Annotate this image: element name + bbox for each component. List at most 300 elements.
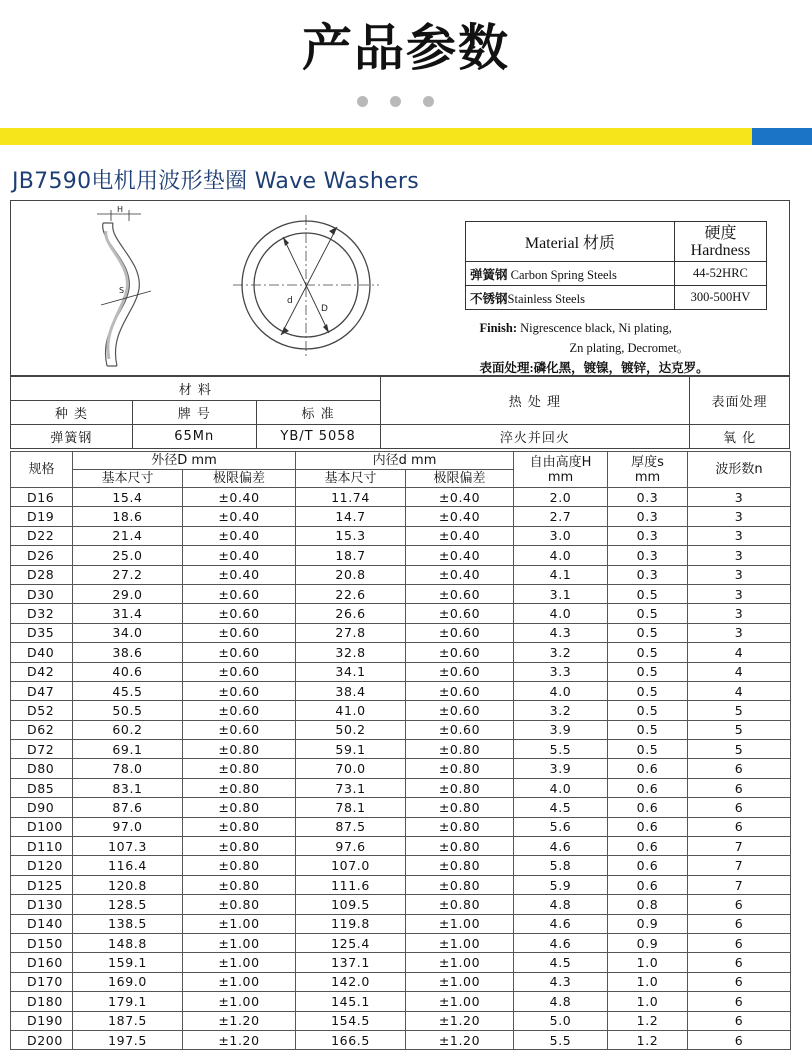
wave-count-cell: 3 <box>688 584 791 603</box>
hardness-header <box>674 222 766 262</box>
outer-tolerance-cell: ±0.60 <box>183 604 296 623</box>
spec-cell: D72 <box>11 740 73 759</box>
type-header: 种 类 <box>11 401 133 425</box>
label-d: d <box>287 296 293 306</box>
dimensions-table <box>10 451 791 1050</box>
spec-cell: D90 <box>11 798 73 817</box>
table-row <box>11 817 791 836</box>
spec-cell: D30 <box>11 584 73 603</box>
inner-tolerance-cell: ±1.20 <box>406 1011 514 1030</box>
material-header: 材 料 <box>11 377 381 401</box>
outer-tolerance-cell: ±0.80 <box>183 740 296 759</box>
free-height-cell: 4.6 <box>514 914 608 933</box>
free-height-cell: 2.7 <box>514 507 608 526</box>
outer-tolerance-cell: ±1.00 <box>183 914 296 933</box>
outer-nominal-cell: 187.5 <box>73 1011 183 1030</box>
inner-nominal-cell: 27.8 <box>296 623 406 642</box>
thickness-header: 厚度s mm <box>608 452 688 488</box>
table-row <box>11 972 791 991</box>
material-properties-table <box>465 221 767 380</box>
wave-count-cell: 6 <box>688 798 791 817</box>
free-height-cell: 5.5 <box>514 740 608 759</box>
outer-nominal-cell: 159.1 <box>73 953 183 972</box>
outer-nominal-cell: 34.0 <box>73 623 183 642</box>
wave-count-cell: 6 <box>688 817 791 836</box>
inner-tolerance-cell: ±0.60 <box>406 720 514 739</box>
spec-cell: D32 <box>11 604 73 623</box>
table-row <box>11 778 791 797</box>
inner-tolerance-cell: ±0.60 <box>406 584 514 603</box>
table-row <box>11 681 791 700</box>
free-height-cell: 5.6 <box>514 817 608 836</box>
inner-tolerance-cell: ±1.00 <box>406 914 514 933</box>
spec-cell: D16 <box>11 488 73 507</box>
table-row <box>11 662 791 681</box>
table-row <box>11 740 791 759</box>
inner-tolerance-cell: ±1.00 <box>406 972 514 991</box>
thickness-cell: 0.6 <box>608 778 688 797</box>
inner-nominal-cell: 107.0 <box>296 856 406 875</box>
free-height-cell: 4.3 <box>514 972 608 991</box>
spec-cell: D42 <box>11 662 73 681</box>
outer-tolerance-cell: ±0.40 <box>183 565 296 584</box>
page-title: 产品参数 <box>302 19 510 77</box>
wave-count-cell: 3 <box>688 526 791 545</box>
inner-nominal-cell: 97.6 <box>296 837 406 856</box>
outer-tolerance-cell: ±0.80 <box>183 837 296 856</box>
table-row <box>11 837 791 856</box>
wave-count-cell: 3 <box>688 546 791 565</box>
carousel-dots <box>357 96 434 107</box>
outer-nominal-cell: 50.5 <box>73 701 183 720</box>
thickness-cell: 1.2 <box>608 1030 688 1049</box>
spec-cell: D190 <box>11 1011 73 1030</box>
table-row <box>11 759 791 778</box>
table-row <box>11 701 791 720</box>
wave-count-cell: 6 <box>688 914 791 933</box>
free-height-cell: 3.1 <box>514 584 608 603</box>
outer-nominal-cell: 169.0 <box>73 972 183 991</box>
outer-nominal-cell: 21.4 <box>73 526 183 545</box>
inner-tolerance-cell: ±0.80 <box>406 759 514 778</box>
wave-count-cell: 3 <box>688 488 791 507</box>
inner-tolerance-cell: ±1.00 <box>406 953 514 972</box>
section-title: JB7590电机用波形垫圈 Wave Washers <box>12 169 420 194</box>
inner-tolerance-cell: ±0.60 <box>406 623 514 642</box>
outer-nominal-cell: 29.0 <box>73 584 183 603</box>
thickness-cell: 0.6 <box>608 798 688 817</box>
outer-tolerance-cell: ±0.80 <box>183 759 296 778</box>
wave-count-cell: 3 <box>688 604 791 623</box>
free-height-cell: 3.0 <box>514 526 608 545</box>
free-height-cell: 3.3 <box>514 662 608 681</box>
inner-nominal-cell: 111.6 <box>296 875 406 894</box>
inner-tolerance-cell: ±0.40 <box>406 526 514 545</box>
free-height-header: 自由高度H mm <box>514 452 608 488</box>
inner-nominal-cell: 87.5 <box>296 817 406 836</box>
inner-nominal-cell: 22.6 <box>296 584 406 603</box>
table-row <box>11 933 791 952</box>
thickness-cell: 0.9 <box>608 933 688 952</box>
spec-cell: D125 <box>11 875 73 894</box>
table-row <box>11 488 791 507</box>
outer-nominal-cell: 83.1 <box>73 778 183 797</box>
outer-nominal-cell: 116.4 <box>73 856 183 875</box>
free-height-cell: 4.3 <box>514 623 608 642</box>
outer-nominal-cell: 18.6 <box>73 507 183 526</box>
inner-nominal-cell: 109.5 <box>296 895 406 914</box>
thickness-cell: 0.5 <box>608 740 688 759</box>
free-height-cell: 4.1 <box>514 565 608 584</box>
material-standard: YB/T 5058 <box>256 425 380 449</box>
spec-cell: D180 <box>11 992 73 1011</box>
inner-tolerance-cell: ±0.60 <box>406 701 514 720</box>
free-height-cell: 4.8 <box>514 895 608 914</box>
outer-tolerance-cell: ±1.00 <box>183 972 296 991</box>
inner-tolerance-cell: ±1.00 <box>406 933 514 952</box>
inner-tolerance-cell: ±0.60 <box>406 604 514 623</box>
wave-count-cell: 6 <box>688 759 791 778</box>
inner-nominal-cell: 11.74 <box>296 488 406 507</box>
inner-diameter-header: 内径d mm <box>296 452 514 470</box>
material-type: 弹簧钢 <box>11 425 133 449</box>
thickness-cell: 0.9 <box>608 914 688 933</box>
thickness-cell: 0.5 <box>608 643 688 662</box>
outer-nominal-cell: 78.0 <box>73 759 183 778</box>
inner-tolerance-cell: ±0.80 <box>406 778 514 797</box>
outer-tolerance-cell: ±0.80 <box>183 798 296 817</box>
thickness-cell: 0.6 <box>608 817 688 836</box>
table-row <box>11 914 791 933</box>
inner-tolerance-cell: ±0.80 <box>406 856 514 875</box>
outer-tolerance-cell: ±0.80 <box>183 856 296 875</box>
thickness-cell: 0.5 <box>608 701 688 720</box>
inner-nominal-cell: 73.1 <box>296 778 406 797</box>
outer-tolerance-cell: ±0.60 <box>183 701 296 720</box>
outer-nominal-cell: 120.8 <box>73 875 183 894</box>
spec-cell: D19 <box>11 507 73 526</box>
free-height-cell: 4.6 <box>514 933 608 952</box>
spec-cell: D85 <box>11 778 73 797</box>
wave-count-cell: 3 <box>688 623 791 642</box>
thickness-cell: 0.5 <box>608 584 688 603</box>
outer-nominal-cell: 40.6 <box>73 662 183 681</box>
material-stainless-steel: 不锈钢Stainless Steels <box>466 286 675 310</box>
free-height-cell: 4.5 <box>514 953 608 972</box>
outer-tolerance-cell: ±0.80 <box>183 875 296 894</box>
free-height-cell: 5.8 <box>514 856 608 875</box>
inner-nominal-cell: 15.3 <box>296 526 406 545</box>
table-row <box>11 546 791 565</box>
grade-header: 牌 号 <box>132 401 256 425</box>
table-row <box>11 895 791 914</box>
inner-nominal-cell: 26.6 <box>296 604 406 623</box>
free-height-cell: 3.2 <box>514 643 608 662</box>
inner-tolerance-cell: ±0.40 <box>406 546 514 565</box>
free-height-cell: 4.0 <box>514 546 608 565</box>
table-row <box>11 604 791 623</box>
outer-nominal-cell: 148.8 <box>73 933 183 952</box>
outer-nominal-cell: 197.5 <box>73 1030 183 1049</box>
spec-cell: D26 <box>11 546 73 565</box>
material-carbon-steel: 弹簧钢 Carbon Spring Steels <box>466 262 675 286</box>
wave-count-cell: 6 <box>688 992 791 1011</box>
dot <box>423 96 434 107</box>
outer-nominal-cell: 45.5 <box>73 681 183 700</box>
outer-tolerance-cell: ±0.80 <box>183 817 296 836</box>
inner-nominal-cell: 70.0 <box>296 759 406 778</box>
spec-cell: D22 <box>11 526 73 545</box>
thickness-cell: 1.0 <box>608 992 688 1011</box>
thickness-cell: 0.8 <box>608 895 688 914</box>
outer-tolerance-cell: ±0.40 <box>183 507 296 526</box>
wave-count-cell: 5 <box>688 740 791 759</box>
free-height-cell: 5.0 <box>514 1011 608 1030</box>
spec-cell: D150 <box>11 933 73 952</box>
inner-nominal-cell: 119.8 <box>296 914 406 933</box>
free-height-cell: 5.9 <box>514 875 608 894</box>
inner-tolerance-cell: ±0.80 <box>406 837 514 856</box>
inner-nominal-cell: 18.7 <box>296 546 406 565</box>
outer-nominal-cell: 87.6 <box>73 798 183 817</box>
outer-nominal-cell: 179.1 <box>73 992 183 1011</box>
inner-nominal-cell: 78.1 <box>296 798 406 817</box>
outer-tolerance-cell: ±0.60 <box>183 720 296 739</box>
thickness-cell: 0.6 <box>608 875 688 894</box>
outer-nominal-cell: 97.0 <box>73 817 183 836</box>
spec-cell: D200 <box>11 1030 73 1049</box>
standard-header: 标 准 <box>256 401 380 425</box>
free-height-cell: 4.0 <box>514 604 608 623</box>
thickness-cell: 0.6 <box>608 856 688 875</box>
spec-cell: D130 <box>11 895 73 914</box>
thickness-cell: 1.0 <box>608 972 688 991</box>
outer-tolerance-cell: ±0.80 <box>183 895 296 914</box>
table-row <box>11 643 791 662</box>
hardness-stainless-steel: 300-500HV <box>674 286 766 310</box>
outer-tolerance-cell: ±0.80 <box>183 778 296 797</box>
table-row <box>11 856 791 875</box>
dot <box>390 96 401 107</box>
table-row <box>11 623 791 642</box>
table-row <box>11 1011 791 1030</box>
free-height-cell: 2.0 <box>514 488 608 507</box>
spec-cell: D40 <box>11 643 73 662</box>
outer-nominal-cell: 60.2 <box>73 720 183 739</box>
table-row <box>11 584 791 603</box>
wave-count-cell: 7 <box>688 875 791 894</box>
inner-nominal-cell: 137.1 <box>296 953 406 972</box>
material-grade: 65Mn <box>132 425 256 449</box>
outer-nominal-cell: 27.2 <box>73 565 183 584</box>
outer-nominal-cell: 31.4 <box>73 604 183 623</box>
surface-treatment-header: 表面处理 <box>690 377 790 425</box>
outer-tolerance-cell: ±1.00 <box>183 953 296 972</box>
outer-nominal-cell: 107.3 <box>73 837 183 856</box>
thickness-cell: 0.5 <box>608 720 688 739</box>
inner-nominal-cell: 166.5 <box>296 1030 406 1049</box>
thickness-cell: 0.5 <box>608 662 688 681</box>
wave-count-cell: 4 <box>688 643 791 662</box>
outer-tolerance-cell: ±1.00 <box>183 992 296 1011</box>
outer-tolerance-cell: ±1.20 <box>183 1011 296 1030</box>
inner-tolerance-cell: ±0.80 <box>406 875 514 894</box>
outer-tolerance-cell: ±0.60 <box>183 662 296 681</box>
table-row <box>11 507 791 526</box>
thickness-cell: 0.6 <box>608 837 688 856</box>
spec-cell: D47 <box>11 681 73 700</box>
free-height-cell: 3.2 <box>514 701 608 720</box>
wave-count-cell: 3 <box>688 565 791 584</box>
wave-count-cell: 6 <box>688 1030 791 1049</box>
inner-tolerance-cell: ±0.60 <box>406 662 514 681</box>
inner-nominal-cell: 59.1 <box>296 740 406 759</box>
thickness-cell: 0.6 <box>608 759 688 778</box>
thickness-cell: 1.0 <box>608 953 688 972</box>
inner-nominal-cell: 50.2 <box>296 720 406 739</box>
outer-tolerance-cell: ±0.60 <box>183 623 296 642</box>
outer-tolerance-cell: ±1.00 <box>183 933 296 952</box>
spec-header: 规格 <box>11 452 73 488</box>
outer-tolerance-cell: ±1.20 <box>183 1030 296 1049</box>
wave-count-cell: 6 <box>688 778 791 797</box>
inner-tolerance-header: 极限偏差 <box>406 470 514 488</box>
spec-cell: D35 <box>11 623 73 642</box>
table-row <box>11 798 791 817</box>
inner-nominal-cell: 14.7 <box>296 507 406 526</box>
inner-nominal-cell: 142.0 <box>296 972 406 991</box>
spec-cell: D120 <box>11 856 73 875</box>
table-row <box>11 875 791 894</box>
thickness-cell: 0.5 <box>608 604 688 623</box>
inner-tolerance-cell: ±1.00 <box>406 992 514 1011</box>
hardness-carbon-steel: 44-52HRC <box>674 262 766 286</box>
heat-treatment-header: 热 处 理 <box>380 377 690 425</box>
material-header: Material 材质 <box>466 222 675 262</box>
outer-tolerance-header: 极限偏差 <box>183 470 296 488</box>
spec-cell: D170 <box>11 972 73 991</box>
free-height-cell: 3.9 <box>514 759 608 778</box>
outer-tolerance-cell: ±0.60 <box>183 681 296 700</box>
outer-diameter-header: 外径D mm <box>73 452 296 470</box>
table-row <box>11 953 791 972</box>
inner-tolerance-cell: ±0.80 <box>406 740 514 759</box>
wave-count-cell: 6 <box>688 953 791 972</box>
thickness-cell: 0.5 <box>608 623 688 642</box>
spec-cell: D110 <box>11 837 73 856</box>
inner-nominal-cell: 145.1 <box>296 992 406 1011</box>
inner-nominal-cell: 34.1 <box>296 662 406 681</box>
thickness-cell: 0.5 <box>608 681 688 700</box>
inner-tolerance-cell: ±1.20 <box>406 1030 514 1049</box>
outer-tolerance-cell: ±0.40 <box>183 546 296 565</box>
outer-tolerance-cell: ±0.40 <box>183 526 296 545</box>
wave-count-header: 波形数n <box>688 452 791 488</box>
spec-cell: D28 <box>11 565 73 584</box>
outer-nominal-cell: 69.1 <box>73 740 183 759</box>
label-h: H <box>117 205 124 214</box>
outer-nominal-cell: 138.5 <box>73 914 183 933</box>
wave-count-cell: 5 <box>688 701 791 720</box>
dimensions-table-body <box>11 488 791 1050</box>
wave-count-cell: 5 <box>688 720 791 739</box>
inner-tolerance-cell: ±0.60 <box>406 681 514 700</box>
spec-cell: D140 <box>11 914 73 933</box>
inner-nominal-cell: 32.8 <box>296 643 406 662</box>
outer-nominal-cell: 128.5 <box>73 895 183 914</box>
dot <box>357 96 368 107</box>
outer-nominal-header: 基本尺寸 <box>73 470 183 488</box>
table-row <box>11 526 791 545</box>
thickness-cell: 0.3 <box>608 488 688 507</box>
free-height-cell: 5.5 <box>514 1030 608 1049</box>
wave-count-cell: 6 <box>688 972 791 991</box>
free-height-cell: 4.8 <box>514 992 608 1011</box>
outer-nominal-cell: 25.0 <box>73 546 183 565</box>
free-height-cell: 3.9 <box>514 720 608 739</box>
label-s: S <box>119 286 125 295</box>
wave-count-cell: 6 <box>688 895 791 914</box>
outer-tolerance-cell: ±0.60 <box>183 584 296 603</box>
table-row <box>11 720 791 739</box>
free-height-cell: 4.6 <box>514 837 608 856</box>
material-table <box>10 376 790 449</box>
wave-count-cell: 6 <box>688 933 791 952</box>
inner-tolerance-cell: ±0.40 <box>406 507 514 526</box>
outer-tolerance-cell: ±0.60 <box>183 643 296 662</box>
spec-cell: D52 <box>11 701 73 720</box>
inner-nominal-cell: 154.5 <box>296 1011 406 1030</box>
blue-band <box>752 128 812 145</box>
table-row <box>11 992 791 1011</box>
yellow-band <box>0 128 752 145</box>
free-height-cell: 4.5 <box>514 798 608 817</box>
wave-count-cell: 6 <box>688 1011 791 1030</box>
table-row <box>11 1030 791 1049</box>
inner-tolerance-cell: ±0.80 <box>406 798 514 817</box>
wave-count-cell: 4 <box>688 681 791 700</box>
spec-cell: D62 <box>11 720 73 739</box>
label-D: D <box>321 304 328 314</box>
wave-count-cell: 7 <box>688 837 791 856</box>
inner-nominal-cell: 125.4 <box>296 933 406 952</box>
inner-tolerance-cell: ±0.40 <box>406 488 514 507</box>
finish-description: Finish: Nigrescence black, Ni plating, Zn plating, Decromet。 表面处理:磷化黑，镀镍，镀锌，达克罗。 <box>466 310 767 381</box>
outer-nominal-cell: 15.4 <box>73 488 183 507</box>
inner-nominal-cell: 20.8 <box>296 565 406 584</box>
thickness-cell: 0.3 <box>608 526 688 545</box>
outer-nominal-cell: 38.6 <box>73 643 183 662</box>
wave-count-cell: 7 <box>688 856 791 875</box>
free-height-cell: 4.0 <box>514 778 608 797</box>
thickness-cell: 1.2 <box>608 1011 688 1030</box>
thickness-cell: 0.3 <box>608 565 688 584</box>
free-height-cell: 4.0 <box>514 681 608 700</box>
inner-tolerance-cell: ±0.80 <box>406 817 514 836</box>
heat-treatment: 淬火并回火 <box>380 425 690 449</box>
thickness-cell: 0.3 <box>608 546 688 565</box>
surface-treatment: 氧 化 <box>690 425 790 449</box>
inner-nominal-cell: 38.4 <box>296 681 406 700</box>
spec-cell: D160 <box>11 953 73 972</box>
wave-count-cell: 3 <box>688 507 791 526</box>
inner-tolerance-cell: ±0.40 <box>406 565 514 584</box>
hardness-header-cn: 硬度 <box>704 224 737 242</box>
thickness-cell: 0.3 <box>608 507 688 526</box>
hardness-header-en: Hardness <box>690 241 751 259</box>
outer-tolerance-cell: ±0.40 <box>183 488 296 507</box>
inner-tolerance-cell: ±0.60 <box>406 643 514 662</box>
